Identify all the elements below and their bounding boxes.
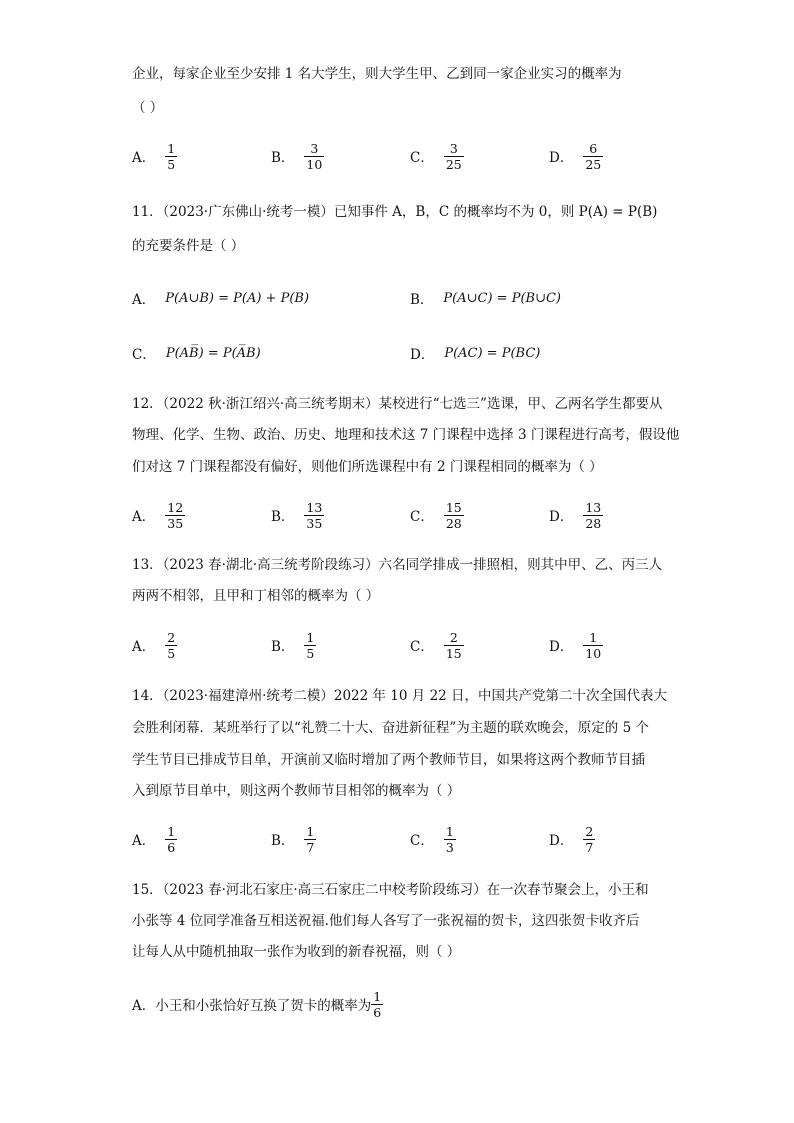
q15-text-line-3: 让每人从中随机抽取一张作为收到的新春祝福，则（ ） bbox=[132, 944, 461, 960]
q10-text-line-2: （ ） bbox=[132, 100, 164, 116]
fraction: $\frac{2}{7}$ bbox=[585, 823, 594, 855]
q11-option-d[interactable]: D． P(AC) = P(BC) bbox=[410, 345, 541, 363]
q12-option-b[interactable]: B． $\frac{13}{35}$ bbox=[271, 499, 323, 531]
fraction: $\frac{1}{3}$ bbox=[445, 823, 454, 855]
q14-options bbox=[132, 819, 692, 859]
fraction: $\frac{1}{10}$ bbox=[585, 629, 602, 661]
q10-text-line-1: 企业，每家企业至少安排 1 名大学生，则大学生甲、乙到同一家企业实习的概率为 bbox=[132, 66, 622, 82]
fraction: $\frac{2}{5}$ bbox=[167, 629, 176, 661]
fraction: $\frac{6}{25}$ bbox=[585, 140, 602, 172]
q11-option-b[interactable]: B． P(A∪C) = P(B∪C) bbox=[410, 290, 561, 308]
q11-options-row-1 bbox=[132, 278, 692, 318]
q14-text-line-3: 学生节目已排成节目单，开演前又临时增加了两个教师节目，如果将这两个教师节目插 bbox=[132, 752, 645, 768]
q13-options bbox=[132, 625, 692, 665]
q15-option-a[interactable]: A． 小王和小张恰好互换了贺卡的概率为 $\frac{1}{6}$ bbox=[132, 988, 382, 1020]
fraction: $\frac{2}{15}$ bbox=[445, 629, 462, 661]
q12-text-line-1: 12．（2022 秋·浙江绍兴·高三统考期末）某校进行“七选三”选课，甲、乙两名学生都要从 bbox=[132, 396, 663, 412]
q14-option-c[interactable]: C． $\frac{1}{3}$ bbox=[410, 823, 454, 855]
fraction: $\frac{1}{6}$ bbox=[167, 823, 176, 855]
q13-text-line-2: 两两不相邻，且甲和丁相邻的概率为（ ） bbox=[132, 588, 380, 604]
q10-option-a[interactable]: A． $\frac{1}{5}$ bbox=[132, 140, 176, 172]
q10-option-c[interactable]: C． $\frac{3}{25}$ bbox=[410, 140, 462, 172]
fraction: $\frac{13}{28}$ bbox=[585, 499, 602, 531]
fraction: $\frac{12}{35}$ bbox=[167, 499, 184, 531]
q11-text-line-2: 的充要条件是（ ） bbox=[132, 238, 245, 254]
fraction: $\frac{3}{10}$ bbox=[306, 140, 323, 172]
q12-option-c[interactable]: C． $\frac{15}{28}$ bbox=[410, 499, 462, 531]
fraction: $\frac{13}{35}$ bbox=[306, 499, 323, 531]
q13-option-b[interactable]: B． $\frac{1}{5}$ bbox=[271, 629, 315, 661]
fraction: $\frac{1}{5}$ bbox=[167, 140, 176, 172]
q10-option-d[interactable]: D． $\frac{6}{25}$ bbox=[549, 140, 602, 172]
q15-text-line-1: 15．（2023 春·河北石家庄·高三石家庄二中校考阶段练习）在一次春节聚会上，小王和 bbox=[132, 882, 649, 898]
q10-option-b[interactable]: B． $\frac{3}{10}$ bbox=[271, 140, 323, 172]
q15-text-line-2: 小张等 4 位同学准备互相送祝福.他们每人各写了一张祝福的贺卡，这四张贺卡收齐后 bbox=[132, 913, 640, 929]
q12-text-line-3: 们对这 7 门课程都没有偏好，则他们所选课程中有 2 门课程相同的概率为（ ） bbox=[132, 459, 603, 475]
q12-text-line-2: 物理、化学、生物、政治、历史、地理和技术这 7 门课程中选择 3 门课程进行高考，假设他 bbox=[132, 427, 680, 443]
q14-option-a[interactable]: A． $\frac{1}{6}$ bbox=[132, 823, 176, 855]
q12-option-d[interactable]: D． $\frac{13}{28}$ bbox=[549, 499, 602, 531]
q11-option-a[interactable]: A． P(A∪B) = P(A) + P(B) bbox=[132, 290, 310, 308]
q12-options bbox=[132, 495, 692, 535]
fraction: $\frac{1}{6}$ bbox=[373, 988, 382, 1020]
q14-option-b[interactable]: B． $\frac{1}{7}$ bbox=[271, 823, 315, 855]
q14-option-d[interactable]: D． $\frac{2}{7}$ bbox=[549, 823, 594, 855]
q15-options bbox=[132, 984, 692, 1024]
q10-options bbox=[132, 136, 692, 176]
q11-option-c[interactable]: C． P(AB̅) = P(A̅B) bbox=[132, 345, 261, 363]
fraction: $\frac{1}{5}$ bbox=[306, 629, 315, 661]
q11-text-line-1: 11．（2023·广东佛山·统考一模）已知事件 A，B，C 的概率均不为 0，则 P(A) = P(B) bbox=[132, 204, 658, 220]
q13-option-a[interactable]: A． $\frac{2}{5}$ bbox=[132, 629, 176, 661]
q14-text-line-1: 14．（2023·福建漳州·统考二模）2022 年 10 月 22 日，中国共产党第二十次全国代表大 bbox=[132, 688, 668, 704]
q14-text-line-2: 会胜利闭幕．某班举行了以“礼赞二十大、奋进新征程”为主题的联欢晚会，原定的 5 个 bbox=[132, 720, 649, 736]
q13-option-d[interactable]: D． $\frac{1}{10}$ bbox=[549, 629, 602, 661]
q13-option-c[interactable]: C． $\frac{2}{15}$ bbox=[410, 629, 462, 661]
q14-text-line-4: 入到原节目单中，则这两个教师节目相邻的概率为（ ） bbox=[132, 783, 461, 799]
fraction: $\frac{15}{28}$ bbox=[445, 499, 462, 531]
q13-text-line-1: 13．（2023 春·湖北·高三统考阶段练习）六名同学排成一排照相，则其中甲、乙、丙三人 bbox=[132, 557, 663, 573]
fraction: $\frac{1}{7}$ bbox=[306, 823, 315, 855]
q12-option-a[interactable]: A． $\frac{12}{35}$ bbox=[132, 499, 184, 531]
q11-options-row-2 bbox=[132, 333, 692, 373]
fraction: $\frac{3}{25}$ bbox=[445, 140, 462, 172]
